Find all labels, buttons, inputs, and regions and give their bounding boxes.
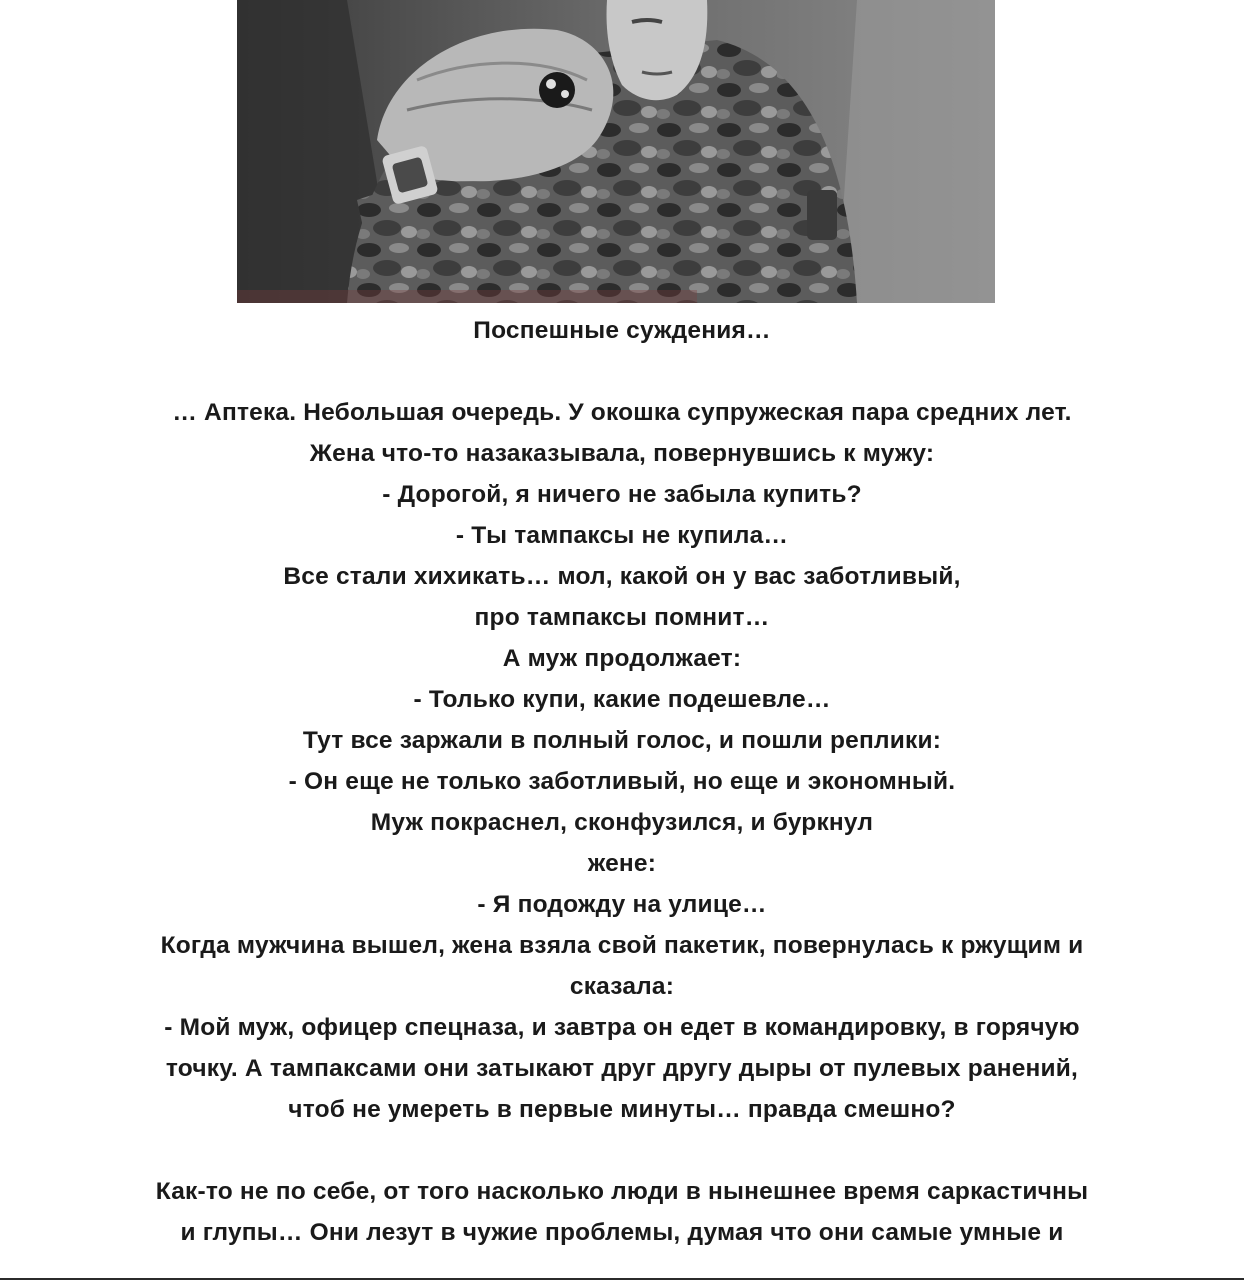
story-line: - Ты тампаксы не купила… <box>455 522 789 549</box>
closing-line: Как-то не по себе, от того насколько люди в нынешнее время саркастичны <box>155 1178 1089 1205</box>
story-line: чтоб не умереть в первые минуты… правда смешно? <box>288 1096 956 1123</box>
story-line: - Мой муж, офицер спецназа, и завтра он едет в командировку, в горячую <box>164 1014 1080 1041</box>
story-line: Все стали хихикать… мол, какой он у вас заботливый, <box>283 563 961 590</box>
story-line: Муж покраснел, сконфузился, и буркнул <box>370 809 874 836</box>
story-line: - Я подожду на улице… <box>477 891 767 918</box>
story-line: - Дорогой, я ничего не забыла купить? <box>382 481 862 508</box>
article-text <box>0 310 1244 1253</box>
story-line: - Только купи, какие подешевле… <box>413 686 831 713</box>
story-line: Тут все заржали в полный голос, и пошли реплики: <box>302 727 942 754</box>
story-line: - Он еще не только заботливый, но еще и экономный. <box>288 768 956 795</box>
article-title: Поспешные суждения… <box>473 317 771 344</box>
story-line: сказала: <box>569 973 675 1000</box>
story-line: Когда мужчина вышел, жена взяла свой пакетик, повернулась к ржущим и <box>160 932 1084 959</box>
story-line: точку. А тампаксами они затыкают друг другу дыры от пулевых ранений, <box>165 1055 1079 1082</box>
closing-paragraph <box>0 1171 1244 1253</box>
story-line: А муж продолжает: <box>502 645 742 672</box>
soldier-embrace-photo <box>237 0 995 303</box>
story-line: про тампаксы помнит… <box>474 604 770 631</box>
story-line: Жена что-то назаказывала, повернувшись к мужу: <box>309 440 935 467</box>
story-line: … Аптека. Небольшая очередь. У окошка супружеская пара средних лет. <box>172 399 1072 426</box>
story-line: жене: <box>587 850 657 877</box>
closing-line: и глупы… Они лезут в чужие проблемы, думая что они самые умные и <box>180 1219 1064 1246</box>
story-paragraph <box>0 392 1244 1130</box>
photo-soldier-embrace-icon <box>237 0 995 303</box>
